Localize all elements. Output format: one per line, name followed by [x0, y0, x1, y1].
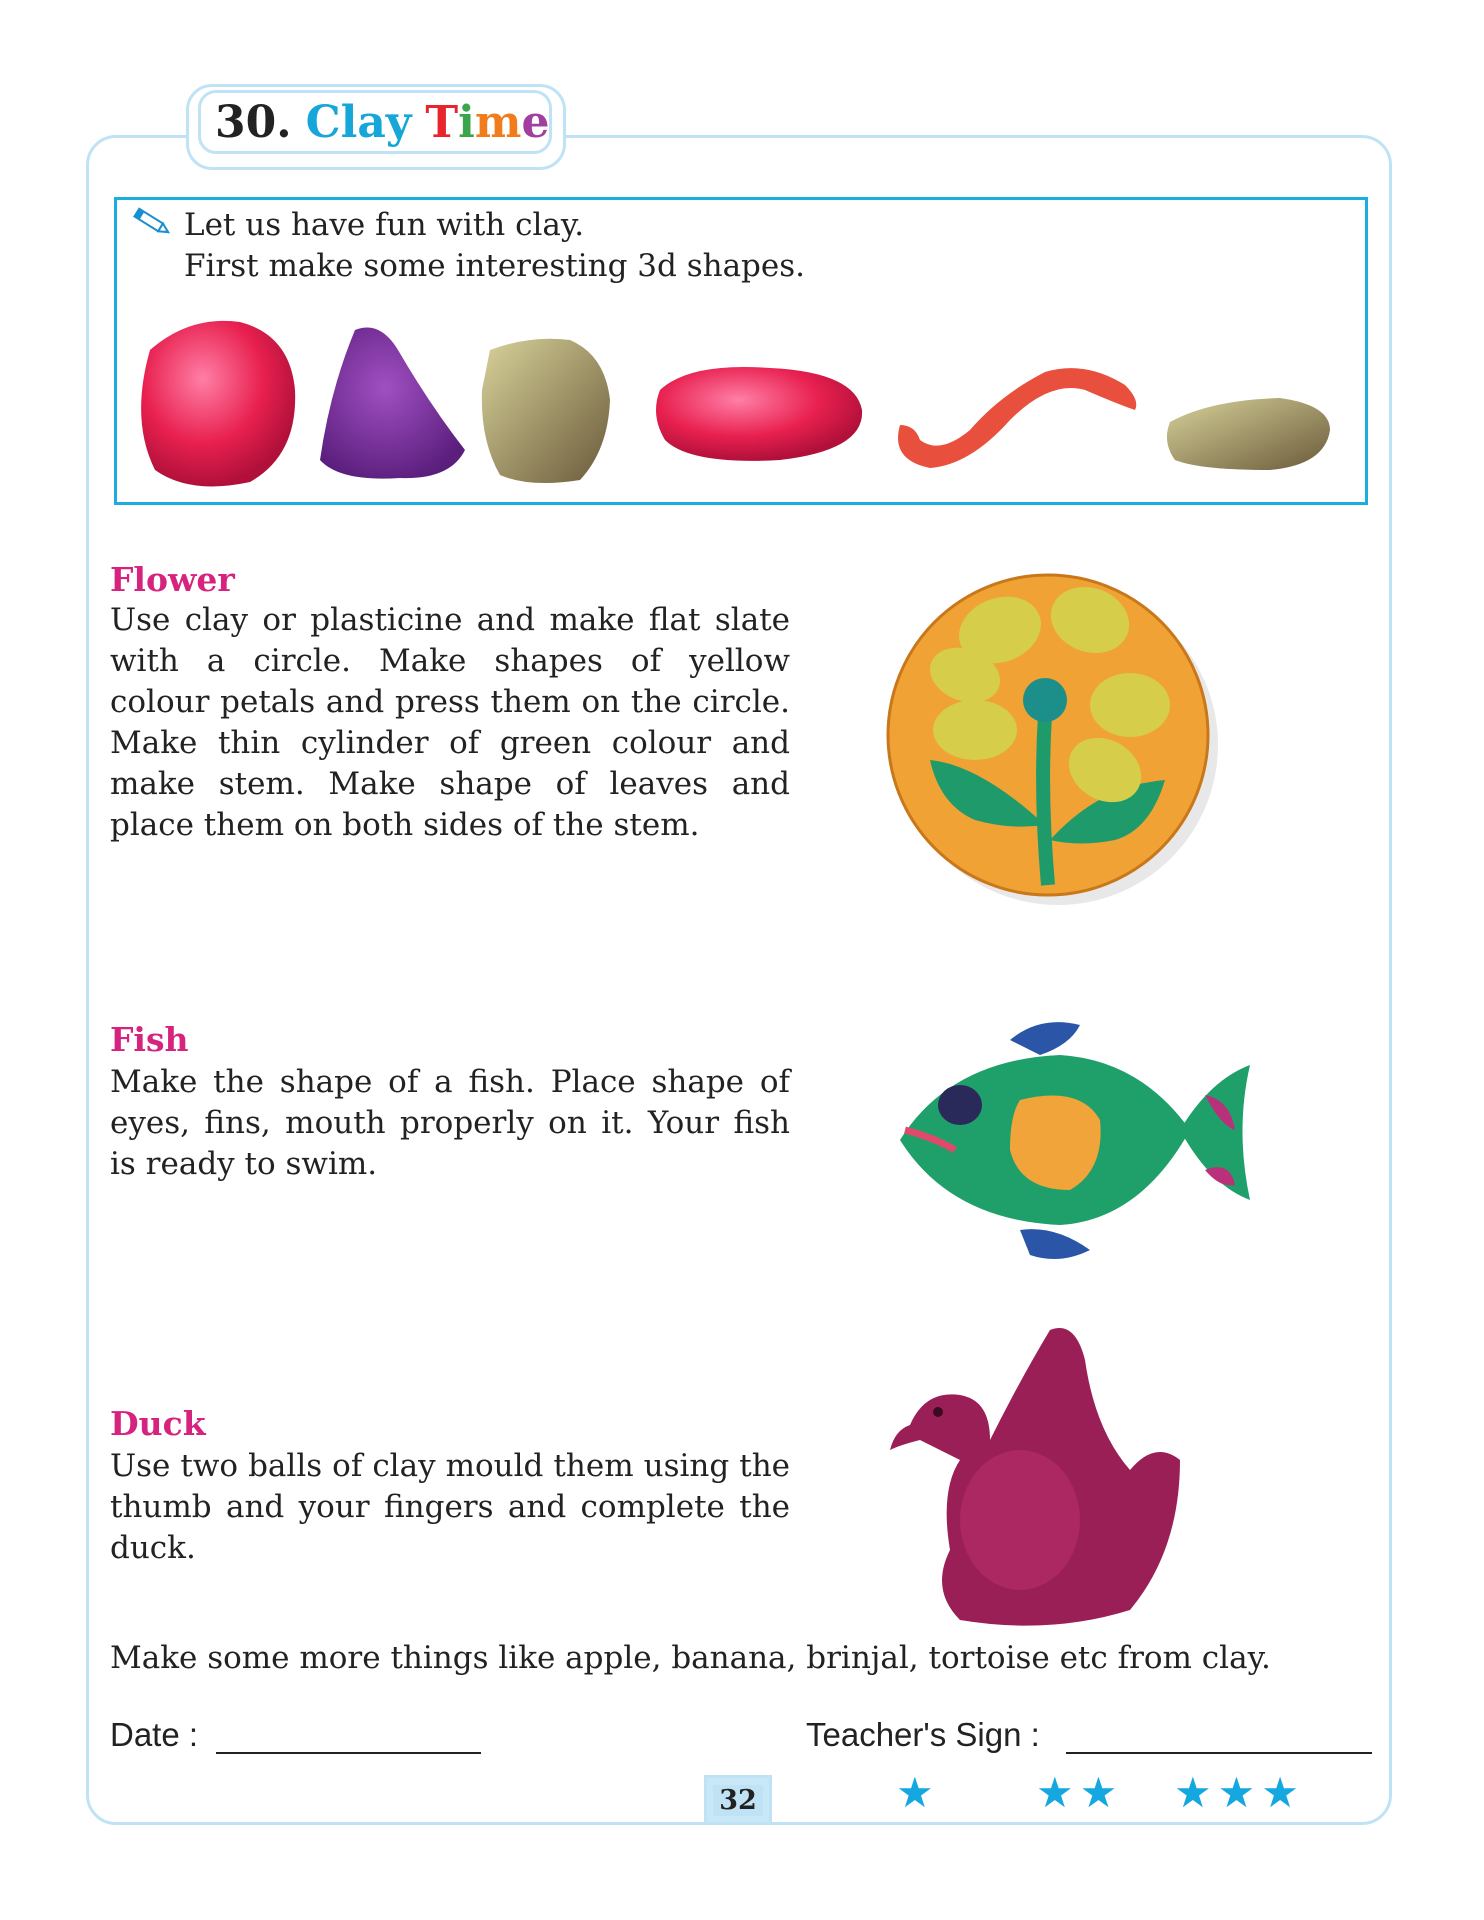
title-letter: e	[521, 96, 550, 148]
shape-olive-slab	[1167, 398, 1330, 470]
title-word-clay	[306, 97, 412, 148]
more-things-text: Make some more things like apple, banana, brinjal, tortoise etc from clay.	[110, 1640, 1271, 1676]
flower-text: Use clay or plasticine and make flat slate with a circle. Make shapes of yellow colour petals and press them on the circle. Make thin cylinder of green colour and make stem. Make shape of leaves and place them on both sides of the stem.	[110, 602, 790, 843]
two-star-rating[interactable]: ★★	[1036, 1768, 1124, 1817]
intro-line-2: First make some interesting 3d shapes.	[184, 248, 806, 284]
title-letter: y	[385, 96, 412, 148]
clay-duck-image	[880, 1320, 1260, 1640]
title-letter: i	[458, 96, 475, 148]
fish-heading: Fish	[110, 1020, 189, 1059]
clay-flower-image	[880, 555, 1220, 915]
title-letter: m	[474, 96, 522, 148]
title-letter: C	[305, 96, 341, 148]
fish-text: Make the shape of a fish. Place shape of eyes, fins, mouth properly on it. Your fish is ready to swim.	[110, 1064, 790, 1182]
page-number-box	[704, 1775, 772, 1825]
shape-red-snake	[898, 368, 1136, 468]
title-letter: T	[425, 96, 459, 148]
shape-pink-sphere	[141, 321, 295, 487]
title-number: 30.	[215, 96, 292, 148]
intro-text	[184, 205, 805, 287]
title-word-time	[425, 97, 549, 148]
date-field[interactable]	[216, 1752, 481, 1754]
title-letter: l	[340, 96, 358, 148]
clay-shapes-row	[130, 310, 1355, 500]
shape-purple-cone	[320, 328, 465, 479]
clay-fish-image	[890, 1010, 1260, 1270]
shape-pink-oval	[656, 367, 862, 461]
shape-olive-cube	[482, 339, 610, 483]
teacher-sign-label: Teacher's Sign :	[806, 1716, 1040, 1753]
duck-heading: Duck	[110, 1404, 206, 1443]
page-number: 32	[713, 1785, 763, 1816]
title-letter: a	[357, 96, 386, 148]
page-title	[198, 90, 552, 154]
one-star-rating[interactable]: ★	[896, 1768, 940, 1817]
teacher-sign-field[interactable]	[1066, 1752, 1372, 1754]
intro-line-1: Let us have fun with clay.	[184, 207, 585, 243]
date-label: Date :	[110, 1716, 199, 1753]
duck-text: Use two balls of clay mould them using the thumb and your fingers and complete the duck.	[110, 1448, 790, 1566]
flower-heading: Flower	[110, 560, 235, 599]
three-star-rating[interactable]: ★★★	[1174, 1768, 1305, 1817]
pencil-icon	[128, 204, 174, 240]
title-words	[306, 97, 550, 148]
